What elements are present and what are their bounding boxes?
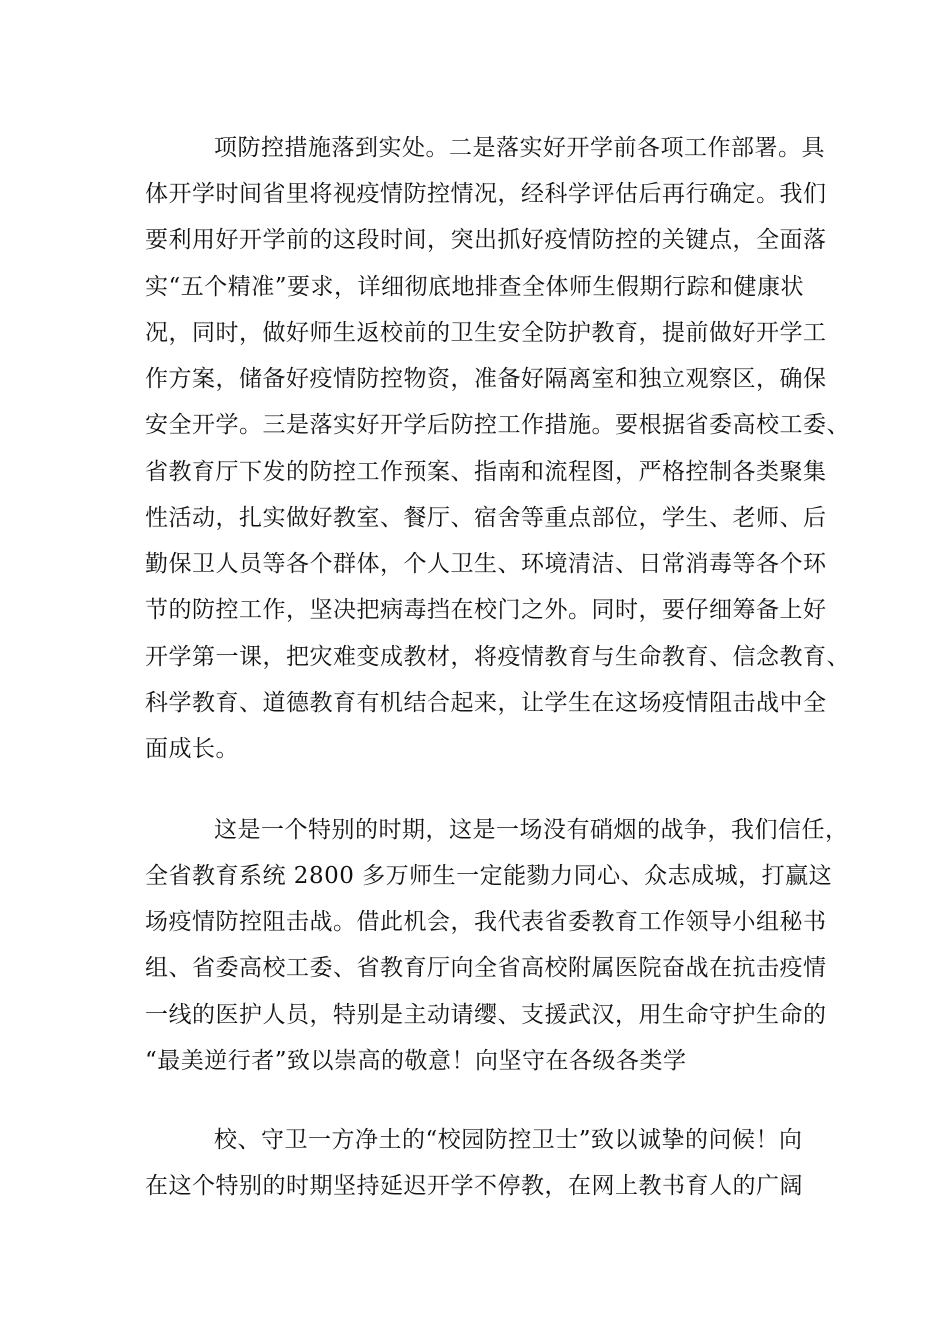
text-line: 实“五个精准”要求，详细彻底地排查全体师生假期行踪和健康状 [145, 274, 805, 300]
text-line: 作方案，储备好疫情防控物资，准备好隔离室和独立观察区，确保 [145, 366, 827, 392]
text-line: 面成长。 [145, 736, 239, 762]
text-line: 性活动，扎实做好教室、餐厅、宿舍等重点部位，学生、老师、后 [145, 505, 827, 531]
text-line: 校、守卫一方净土的“校园防控卫士”致以诚挚的问候！向 [214, 1127, 803, 1153]
text-line: “最美逆行者”致以崇高的敬意！向坚守在各级各类学 [145, 1048, 687, 1074]
text-line: 况，同时，做好师生返校前的卫生安全防护教育，提前做好开学工 [145, 320, 827, 346]
text-line: 这是一个特别的时期，这是一场没有硝烟的战争，我们信任， [214, 817, 849, 843]
text-line: 项防控措施落到实处。二是落实好开学前各项工作部署。具 [214, 135, 825, 161]
text-line: 一线的医护人员，特别是主动请缨、支援武汉，用生命守护生命的 [145, 1002, 827, 1028]
text-line: 勤保卫人员等各个群体，个人卫生、环境清洁、日常消毒等各个环 [145, 551, 827, 577]
text-line: 体开学时间省里将视疫情防控情况，经科学评估后再行确定。我们 [145, 181, 827, 207]
text-line: 组、省委高校工委、省教育厅向全省高校附属医院奋战在抗击疫情 [145, 955, 827, 981]
text-line: 全省教育系统 2800 多万师生一定能勠力同心、众志成城，打赢这 [145, 863, 833, 889]
text-line: 安全开学。三是落实好开学后防控工作措施。要根据省委高校工委、 [145, 412, 850, 438]
text-line: 节的防控工作，坚决把病毒挡在校门之外。同时，要仔细筹备上好 [145, 597, 827, 623]
text-line: 开学第一课，把灾难变成教材，将疫情教育与生命教育、信念教育、 [145, 644, 850, 670]
text-line: 要利用好开学前的这段时间，突出抓好疫情防控的关键点，全面落 [145, 227, 827, 253]
text-line: 科学教育、道德教育有机结合起来，让学生在这场疫情阻击战中全 [145, 690, 827, 716]
text-line: 在这个特别的时期坚持延迟开学不停教，在网上教书育人的广阔 [145, 1173, 803, 1199]
text-line: 省教育厅下发的防控工作预案、指南和流程图，严格控制各类聚集 [145, 459, 827, 485]
text-line: 场疫情防控阻击战。借此机会，我代表省委教育工作领导小组秘书 [145, 909, 827, 935]
